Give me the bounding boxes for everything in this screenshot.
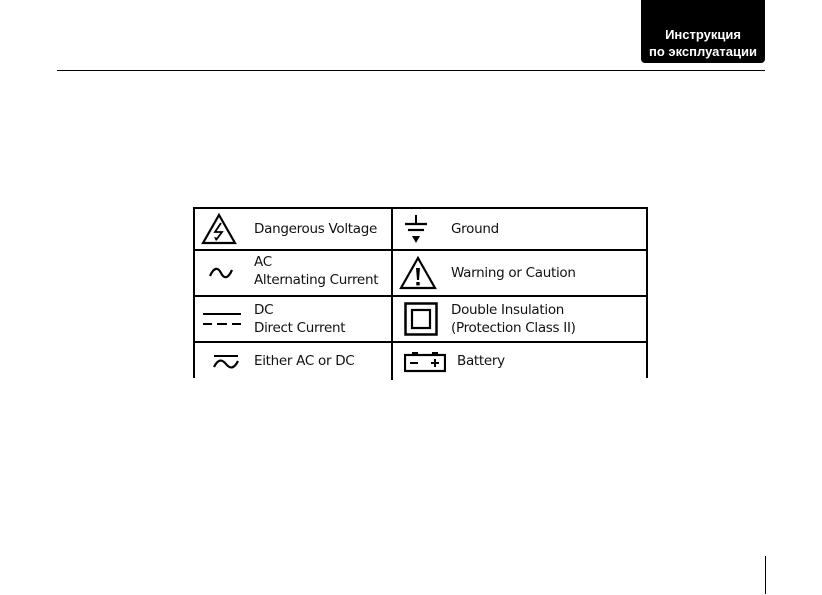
battery-icon — [404, 351, 446, 373]
ac-wave-icon — [208, 266, 234, 280]
cell-double-insulation — [393, 297, 646, 341]
manual-title-badge — [641, 0, 765, 63]
cell-ground — [393, 209, 646, 249]
badge-line-2: по эксплуатации — [649, 44, 757, 59]
label-either-ac-or-dc: Either AC or DC — [254, 353, 355, 369]
label-dc: DC — [254, 302, 274, 318]
label-battery: Battery — [457, 353, 505, 369]
label-ac: AC — [254, 254, 272, 270]
cell-ac — [195, 251, 391, 295]
cell-battery — [393, 343, 646, 380]
warning-icon — [399, 256, 437, 290]
cell-dangerous-voltage — [195, 209, 391, 249]
header-rule — [57, 70, 765, 71]
badge-line-1: Инструкция — [665, 27, 741, 42]
label-protection-class-ii: (Protection Class II) — [451, 320, 576, 336]
ground-icon — [403, 213, 429, 245]
page-edge-marker — [765, 556, 766, 594]
double-insulation-icon — [404, 302, 438, 336]
label-direct-current: Direct Current — [254, 320, 346, 336]
table-row — [195, 343, 646, 380]
table-row — [195, 209, 646, 249]
table-row — [195, 251, 646, 295]
cell-either-ac-dc — [195, 343, 391, 380]
label-warning-or-caution: Warning or Caution — [451, 264, 576, 281]
dangerous-voltage-icon — [201, 213, 237, 245]
dc-icon — [202, 310, 242, 328]
label-double-insulation: Double Insulation — [451, 302, 565, 318]
cell-dc — [195, 297, 391, 341]
label-alternating-current: Alternating Current — [254, 272, 379, 288]
cell-warning — [393, 251, 646, 295]
table-row — [195, 297, 646, 341]
label-dangerous-voltage: Dangerous Voltage — [254, 220, 378, 237]
either-ac-dc-icon — [212, 353, 240, 371]
symbol-legend-table — [193, 207, 648, 378]
label-ground: Ground — [451, 220, 499, 237]
